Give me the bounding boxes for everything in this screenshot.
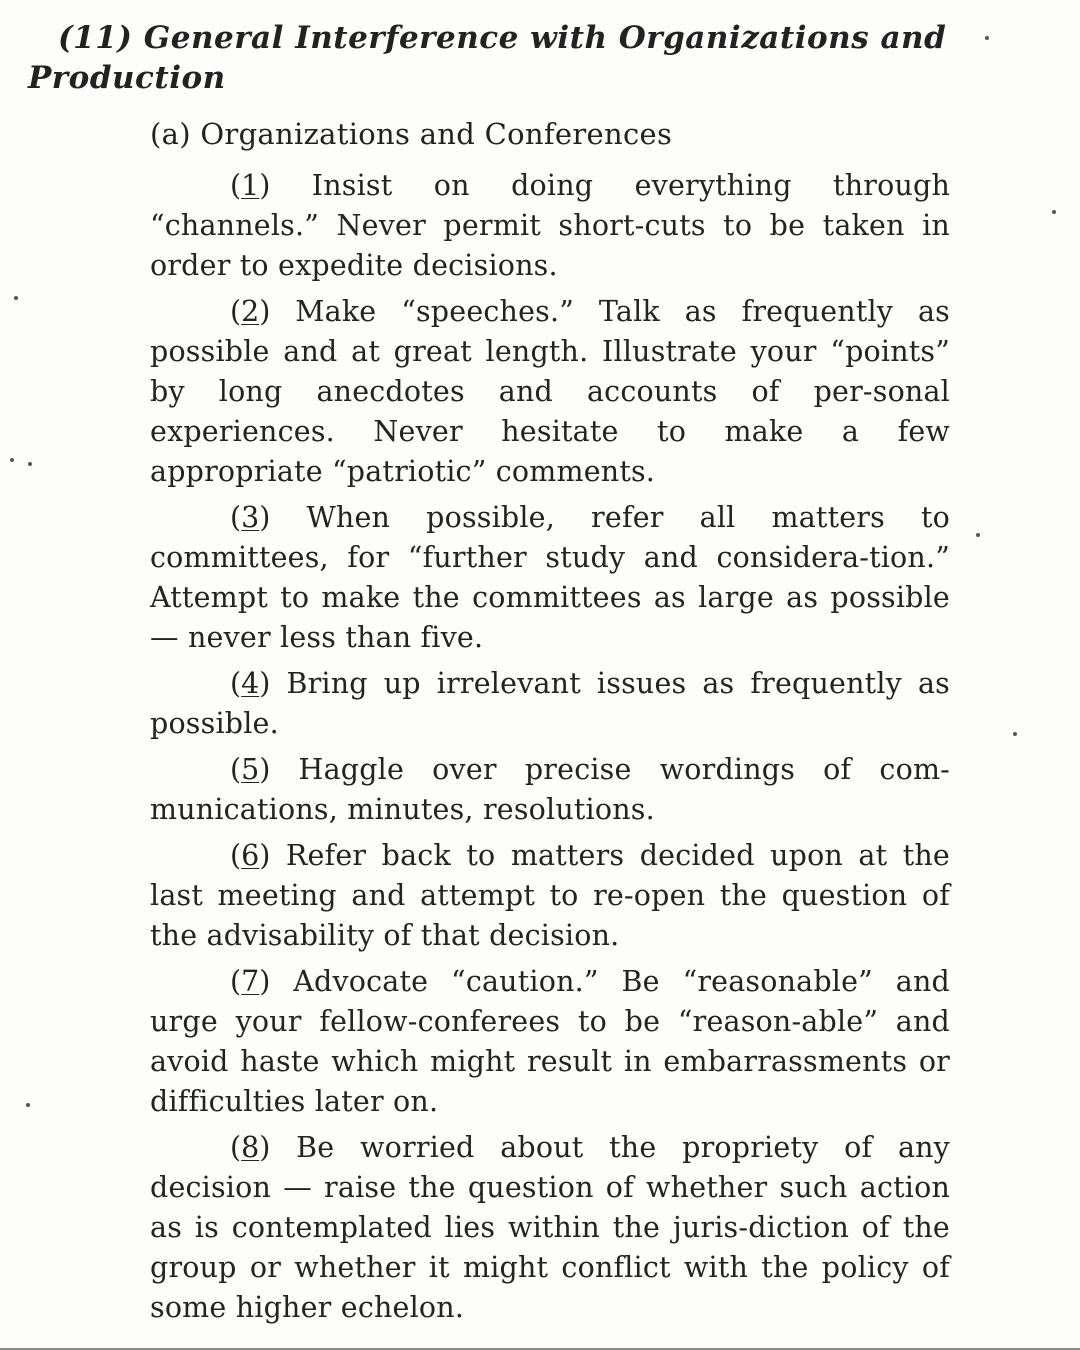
item-text: When possible, refer all matters to committees, for “further study and considera-tion.” Attempt to make the committees as large as possible — never less than five. [150, 501, 950, 654]
item-text: Advocate “caution.” Be “reasonable” and urge your fellow-conferees to be “reason-able” and avoid haste which might result in embarrassments or difficulties later on. [150, 965, 950, 1118]
item-number: (3) [230, 501, 271, 534]
list-item [150, 750, 950, 830]
item-number: (4) [230, 667, 271, 700]
section-heading: (11) General Interference with Organizations and Production [28, 20, 947, 96]
scan-speck [28, 462, 32, 466]
item-number: (7) [230, 965, 271, 998]
list-item [150, 962, 950, 1122]
list-item [150, 498, 950, 658]
list-item [150, 836, 950, 956]
list-item [150, 664, 950, 744]
subsection-heading: (a) Organizations and Conferences [150, 117, 673, 151]
scan-speck [985, 36, 989, 40]
item-text: Make “speeches.” Talk as frequently as possible and at great length. Illustrate your “points” by long anecdotes and accounts of per-sonal experiences. Never hesitate to make a few appropriate “patriotic” comments. [150, 295, 950, 488]
item-number: (8) [230, 1131, 271, 1164]
scan-speck [976, 533, 980, 537]
scan-speck [1013, 732, 1017, 736]
item-number: (6) [230, 839, 271, 872]
item-number: (2) [230, 295, 271, 328]
item-text: Bring up irrelevant issues as frequently as possible. [150, 667, 950, 740]
item-number: (5) [230, 753, 271, 786]
item-text: Be worried about the propriety of any decision — raise the question of whether such action as is contemplated lies within the juris-diction of the group or whether it might conflict with the policy of some higher echelon. [150, 1131, 950, 1324]
scan-speck [1052, 210, 1056, 214]
list-item [150, 292, 950, 492]
list-item [150, 1128, 950, 1328]
scan-speck [26, 1103, 30, 1107]
item-text: Haggle over precise wordings of com-munications, minutes, resolutions. [150, 753, 950, 826]
item-text: Insist on doing everything through “channels.” Never permit short-cuts to be taken in order to expedite decisions. [150, 169, 950, 282]
item-list [150, 166, 950, 1334]
scan-speck [14, 296, 18, 300]
scan-speck [10, 458, 14, 462]
item-number: (1) [230, 169, 271, 202]
item-text: Refer back to matters decided upon at the last meeting and attempt to re-open the question of the advisability of that decision. [150, 839, 950, 952]
list-item [150, 166, 950, 286]
